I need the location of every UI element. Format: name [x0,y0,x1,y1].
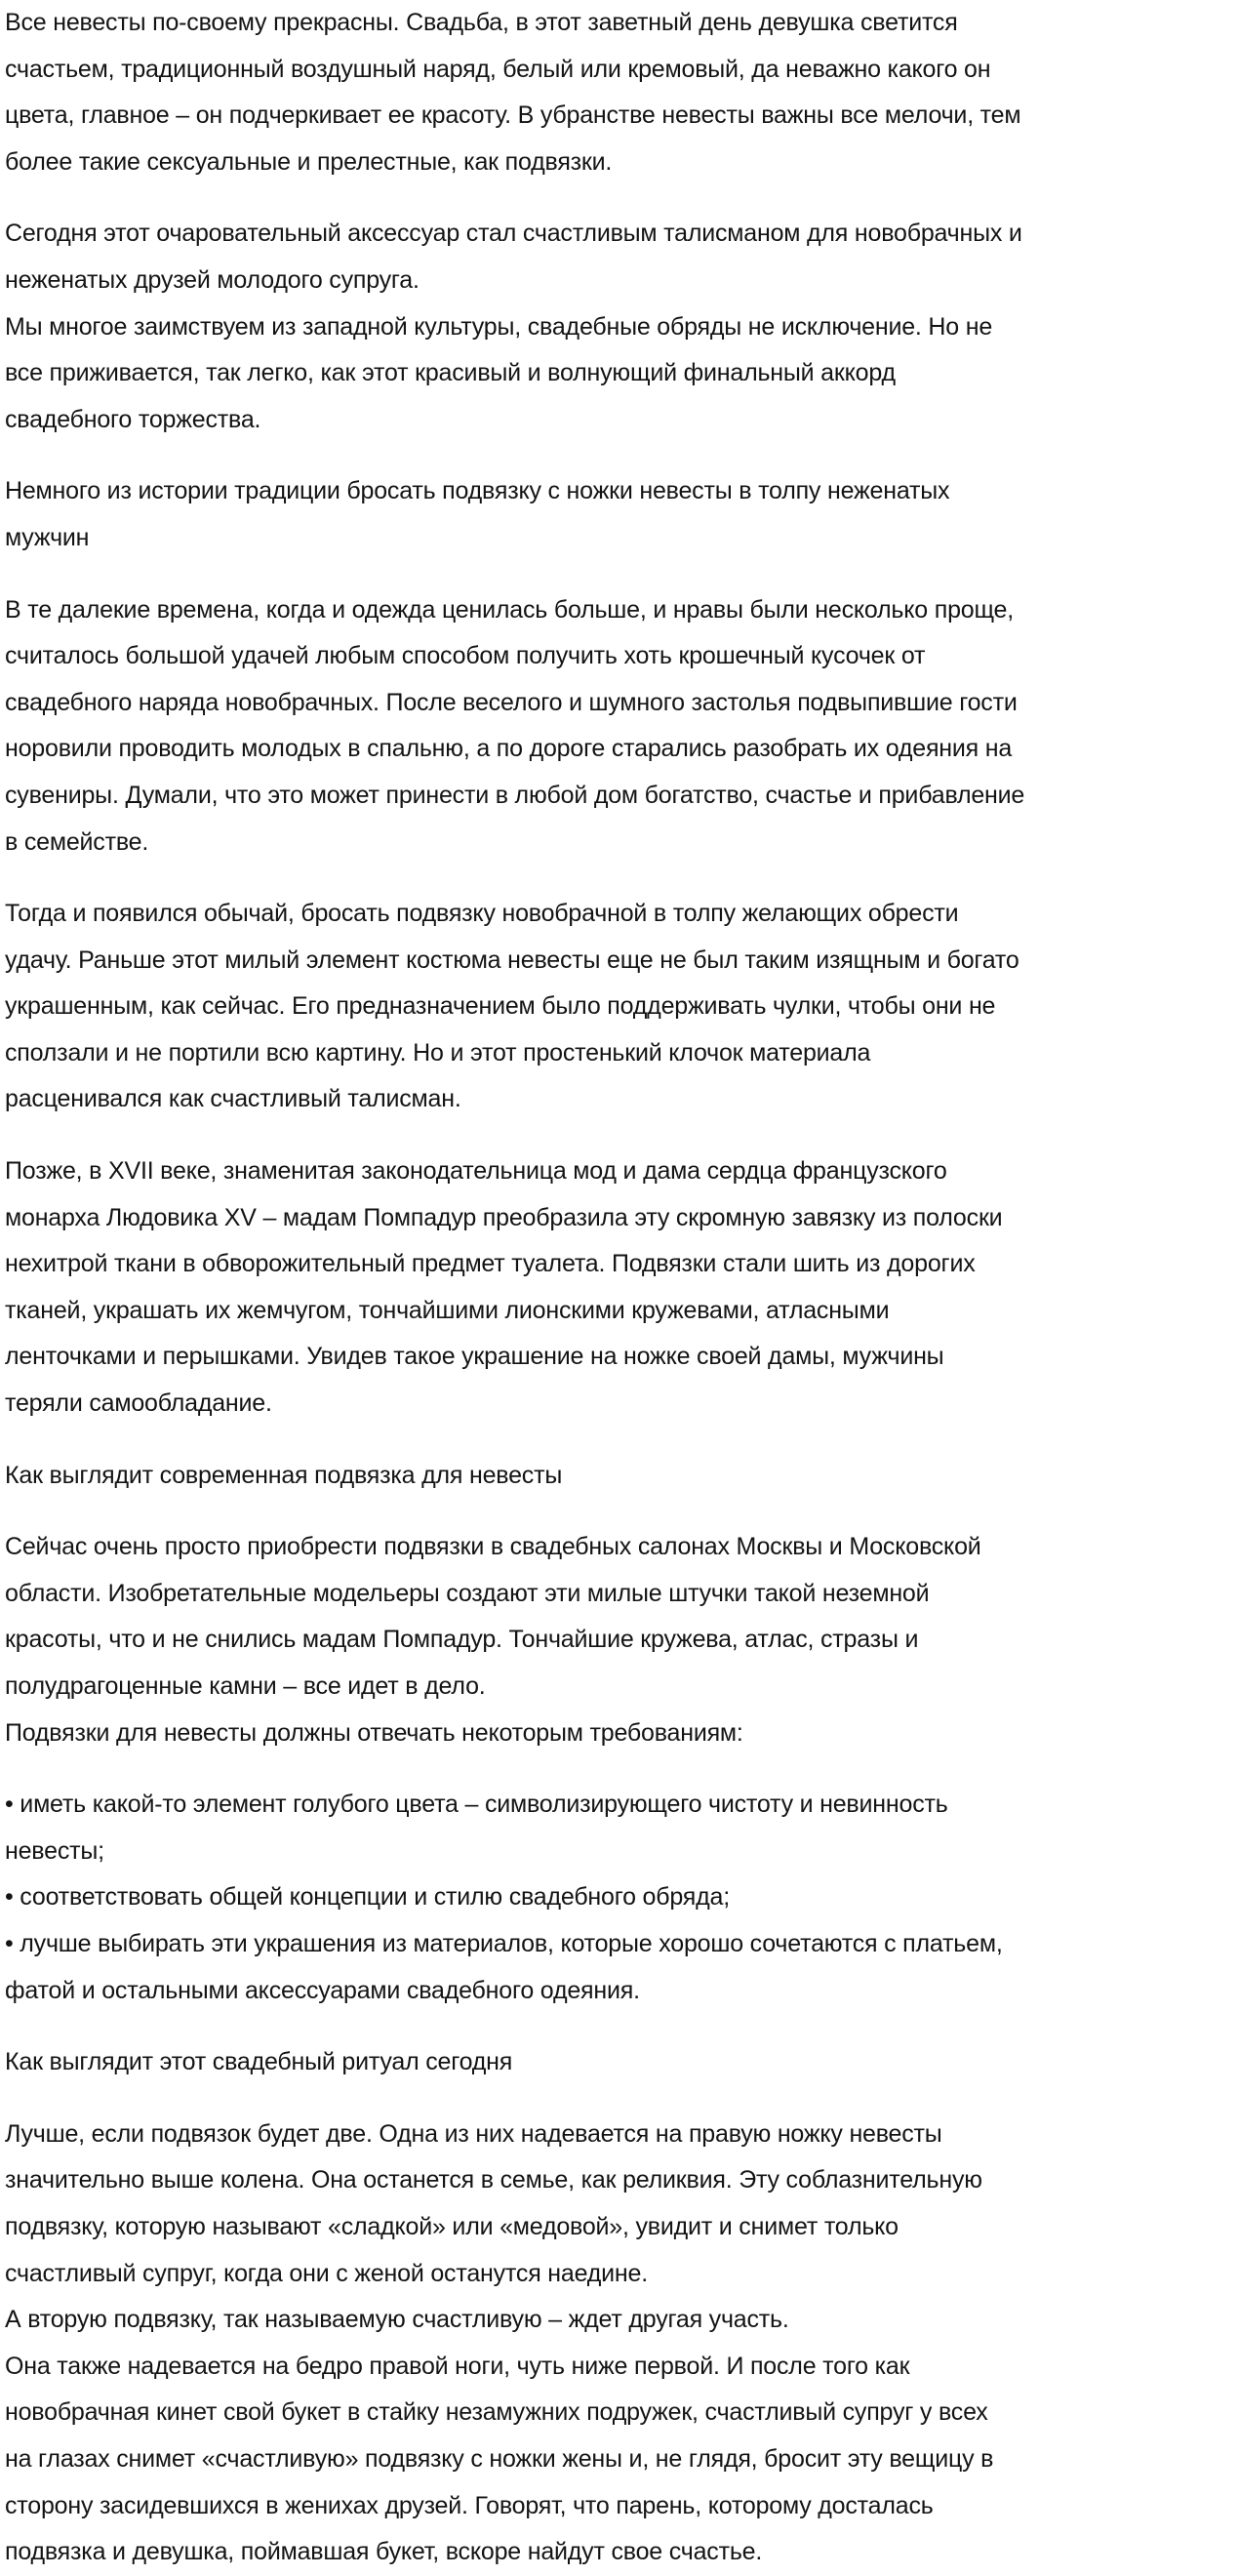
text-line: сувениры. Думали, что это может принести в любой дом богатство, счастье и прибавление [5,781,1025,809]
text-line: свадебного торжества. [5,405,261,433]
text-line: • лучше выбирать эти украшения из материалов, которые хорошо сочетаются с платьем, [5,1929,1003,1957]
text-line: Тогда и появился обычай, бросать подвязку новобрачной в толпу желающих обрести [5,900,959,928]
paragraph [5,1524,1239,1756]
text-line: Подвязки для невесты должны отвечать некоторым требованиям: [5,1718,743,1747]
paragraph [5,211,1239,443]
text-line: Как выглядит этот свадебный ритуал сегодня [5,2048,513,2076]
text-line: сползали и не портили всю картину. Но и этот простенький клочок материала [5,1038,871,1067]
text-line: мужчин [5,523,90,551]
text-line: Мы многое заимствуем из западной культуры, свадебные обряды не исключение. Но не [5,312,993,341]
text-line: ленточками и перышками. Увидев такое украшение на ножке своей дамы, мужчины [5,1343,944,1371]
text-line: фатой и остальными аксессуарами свадебного одеяния. [5,1976,640,2004]
text-line: Сегодня этот очаровательный аксессуар стал счастливым талисманом для новобрачных и [5,220,1022,248]
text-line: Сейчас очень просто приобрести подвязки в свадебных салонах Москвы и Московской [5,1533,981,1561]
text-line: красоты, что и не снились мадам Помпадур. Тончайшие кружева, атлас, стразы и [5,1626,919,1654]
text-line: сторону засидевшихся в женихах друзей. Говорят, что парень, которому досталась [5,2491,934,2519]
text-line: области. Изобретательные модельеры создают эти милые штучки такой неземной [5,1579,930,1607]
text-line: считалось большой удачей любым способом получить хоть крошечный кусочек от [5,642,926,670]
text-line: на глазах снимет «счастливую» подвязку с ножки жены и, не глядя, бросит эту вещицу в [5,2444,994,2473]
text-line: подвязку, которую называют «сладкой» или «медовой», увидит и снимет только [5,2212,899,2240]
paragraph [5,0,1239,185]
text-line: В те далекие времена, когда и одежда ценилась больше, и нравы были несколько проще, [5,595,1015,624]
text-line: новобрачная кинет свой букет в стайку незамужних подружек, счастливый супруг у всех [5,2398,988,2427]
text-line: счастливый супруг, когда они с женой останутся наедине. [5,2259,648,2287]
text-line: полудрагоценные камни – все идет в дело. [5,1672,486,1700]
text-line: нехитрой ткани в обворожительный предмет туалета. Подвязки стали шить из дорогих [5,1250,976,1278]
bullet-list [5,1782,1239,2014]
text-line: свадебного наряда новобрачных. После веселого и шумного застолья подвыпившие гости [5,688,1018,716]
text-line: А вторую подвязку, так называемую счастливую – ждет другая участь. [5,2306,789,2334]
text-line: все приживается, так легко, как этот красивый и волнующий финальный аккорд [5,359,896,387]
paragraph [5,891,1239,1123]
text-line: украшенным, как сейчас. Его предназначением было поддерживать чулки, чтобы они не [5,992,996,1021]
text-line: Немного из истории традиции бросать подвязку с ножки невесты в толпу неженатых [5,477,950,505]
text-line: невесты; [5,1836,104,1865]
text-line: счастьем, традиционный воздушный наряд, белый или кремовый, да неважно какого он [5,55,991,83]
text-line: теряли самообладание. [5,1389,272,1418]
text-line: в семействе. [5,827,149,856]
text-line: • соответствовать общей концепции и стилю свадебного обряда; [5,1883,730,1912]
text-line: Все невесты по-своему прекрасны. Свадьба, в этот заветный день девушка светится [5,9,958,36]
section-heading [5,2039,1239,2086]
text-line: удачу. Раньше этот милый элемент костюма невесты еще не был таким изящным и богато [5,946,1019,974]
paragraph [5,1148,1239,1428]
paragraph [5,2112,1239,2576]
text-line: неженатых друзей молодого супруга. [5,265,420,294]
text-line: подвязка и девушка, поймавшая букет, вскоре найдут свое счастье. [5,2538,763,2566]
text-line: Лучше, если подвязок будет две. Одна из них надевается на правую ножку невесты [5,2119,942,2148]
text-line: Как выглядит современная подвязка для невесты [5,1461,563,1489]
text-line: тканей, украшать их жемчугом, тончайшими лионскими кружевами, атласными [5,1296,890,1324]
text-line: более такие сексуальные и прелестные, как подвязки. [5,147,613,176]
text-line: норовили проводить молодых в спальню, а по дороге старались разобрать их одеяния на [5,735,1013,763]
text-line: Она также надевается на бедро правой ноги, чуть ниже первой. И после того как [5,2352,910,2380]
text-line: значительно выше колена. Она останется в семье, как реликвия. Эту соблазнительную [5,2166,982,2194]
paragraph [5,587,1239,866]
text-line: монарха Людовика XV – мадам Помпадур преобразила эту скромную завязку из полоски [5,1203,1003,1231]
text-line: расценивался как счастливый талисман. [5,1085,461,1113]
text-line: • иметь какой-то элемент голубого цвета – символизирующего чистоту и невинность [5,1791,948,1819]
text-line: Позже, в XVII веке, знаменитая законодательница мод и дама сердца французского [5,1157,947,1186]
text-line: цвета, главное – он подчеркивает ее красоту. В убранстве невесты важны все мелочи, тем [5,101,1021,130]
section-heading [5,1453,1239,1500]
section-heading [5,468,1239,561]
